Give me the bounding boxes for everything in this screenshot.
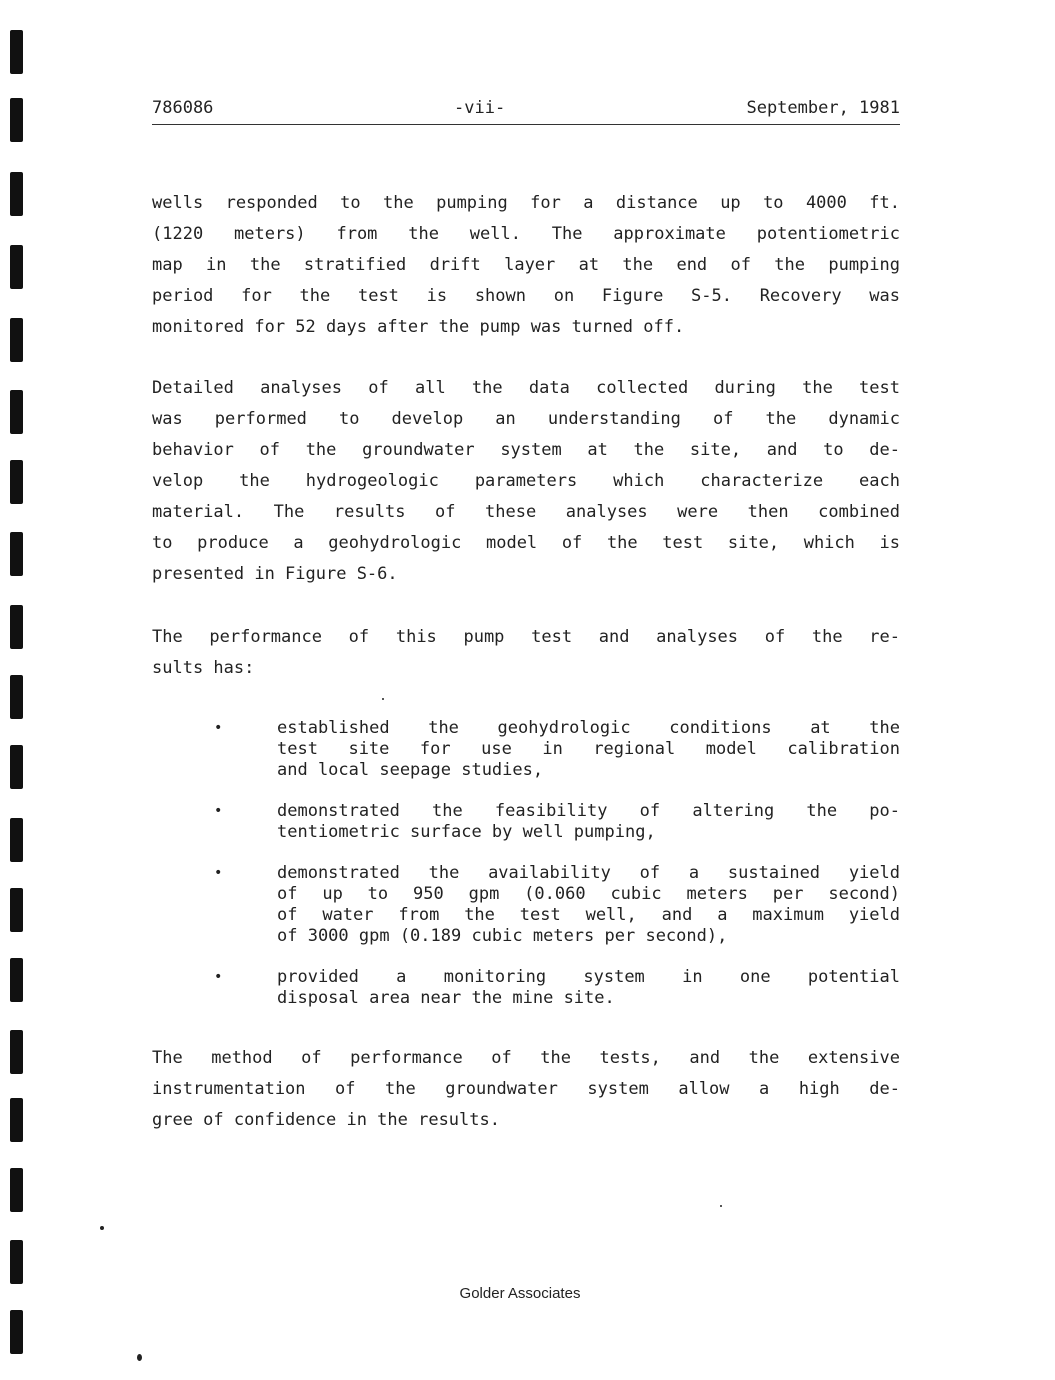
text-line: test site for use in regional model calibration — [277, 739, 900, 759]
binder-hole — [10, 460, 23, 504]
binder-hole — [10, 745, 23, 789]
binder-hole — [10, 958, 23, 1002]
text-line: and local seepage studies, — [277, 760, 544, 780]
text-line: (1220 meters) from the well. The approximate potentiometric — [152, 224, 900, 244]
text-line: of up to 950 gpm (0.060 cubic meters per second) — [277, 884, 900, 904]
text-line: was performed to develop an understanding of the dynamic — [152, 409, 900, 429]
text-line: material. The results of these analyses were then combined — [152, 502, 900, 522]
binder-hole — [10, 172, 23, 216]
paragraph-performance — [152, 622, 900, 684]
text-line: velop the hydrogeologic parameters which characterize each — [152, 471, 900, 491]
bullet-marker: • — [214, 720, 223, 736]
text-line: map in the stratified drift layer at the end of the pumping — [152, 255, 900, 275]
text-line: behavior of the groundwater system at the site, and to de- — [152, 440, 900, 460]
text-line: demonstrated the availability of a sustained yield — [277, 863, 900, 883]
binder-hole — [10, 1098, 23, 1142]
page-header — [152, 98, 900, 125]
scan-speck — [720, 1205, 722, 1207]
text-line: sults has: — [152, 658, 255, 678]
binder-hole — [10, 245, 23, 289]
text-line: established the geohydrologic conditions at the — [277, 718, 900, 738]
binder-hole — [10, 30, 23, 74]
binder-hole — [10, 605, 23, 649]
binder-hole — [10, 1240, 23, 1284]
paragraph-closing — [152, 1043, 900, 1136]
bullet-marker: • — [214, 865, 223, 881]
text-line: to produce a geohydrologic model of the test site, which is — [152, 533, 900, 553]
text-line: provided a monitoring system in one potential — [277, 967, 900, 987]
text-line: monitored for 52 days after the pump was turned off. — [152, 317, 685, 337]
binder-hole — [10, 318, 23, 362]
text-line: gree of confidence in the results. — [152, 1110, 500, 1130]
binder-hole — [10, 390, 23, 434]
binder-hole — [10, 1030, 23, 1074]
text-line: of 3000 gpm (0.189 cubic meters per second), — [277, 926, 728, 946]
list-item — [152, 801, 900, 843]
document-date: September, 1981 — [746, 98, 900, 118]
bullet-marker: • — [214, 803, 223, 819]
results-bullet-list — [152, 718, 900, 1029]
bullet-marker: • — [214, 969, 223, 985]
text-line: instrumentation of the groundwater system allow a high de- — [152, 1079, 900, 1099]
binder-strip — [0, 0, 40, 1380]
text-line: The method of performance of the tests, and the extensive — [152, 1048, 900, 1068]
text-line: presented in Figure S-6. — [152, 564, 398, 584]
document-number: 786086 — [152, 98, 214, 118]
paragraph-analyses — [152, 373, 900, 590]
text-line: wells responded to the pumping for a distance up to 4000 ft. — [152, 193, 900, 213]
scan-speck — [137, 1354, 142, 1361]
text-line: of water from the test well, and a maximum yield — [277, 905, 900, 925]
paragraph-well-response — [152, 188, 900, 343]
text-line: demonstrated the feasibility of altering the po- — [277, 801, 900, 821]
footer-company: Golder Associates — [459, 1285, 581, 1302]
binder-hole — [10, 675, 23, 719]
text-line: disposal area near the mine site. — [277, 988, 615, 1008]
binder-hole — [10, 532, 23, 576]
binder-hole — [10, 888, 23, 932]
binder-hole — [10, 98, 23, 142]
list-item — [152, 718, 900, 781]
binder-hole — [10, 1310, 23, 1354]
scan-speck — [100, 1226, 104, 1230]
scan-speck — [382, 698, 384, 700]
text-line: The performance of this pump test and analyses of the re- — [152, 627, 900, 647]
list-item — [152, 863, 900, 947]
binder-hole — [10, 818, 23, 862]
text-line: period for the test is shown on Figure S-5. Recovery was — [152, 286, 900, 306]
text-line: Detailed analyses of all the data collected during the test — [152, 378, 900, 398]
binder-hole — [10, 1168, 23, 1212]
list-item — [152, 967, 900, 1009]
page-number: -vii- — [454, 98, 506, 118]
text-line: tentiometric surface by well pumping, — [277, 822, 656, 842]
